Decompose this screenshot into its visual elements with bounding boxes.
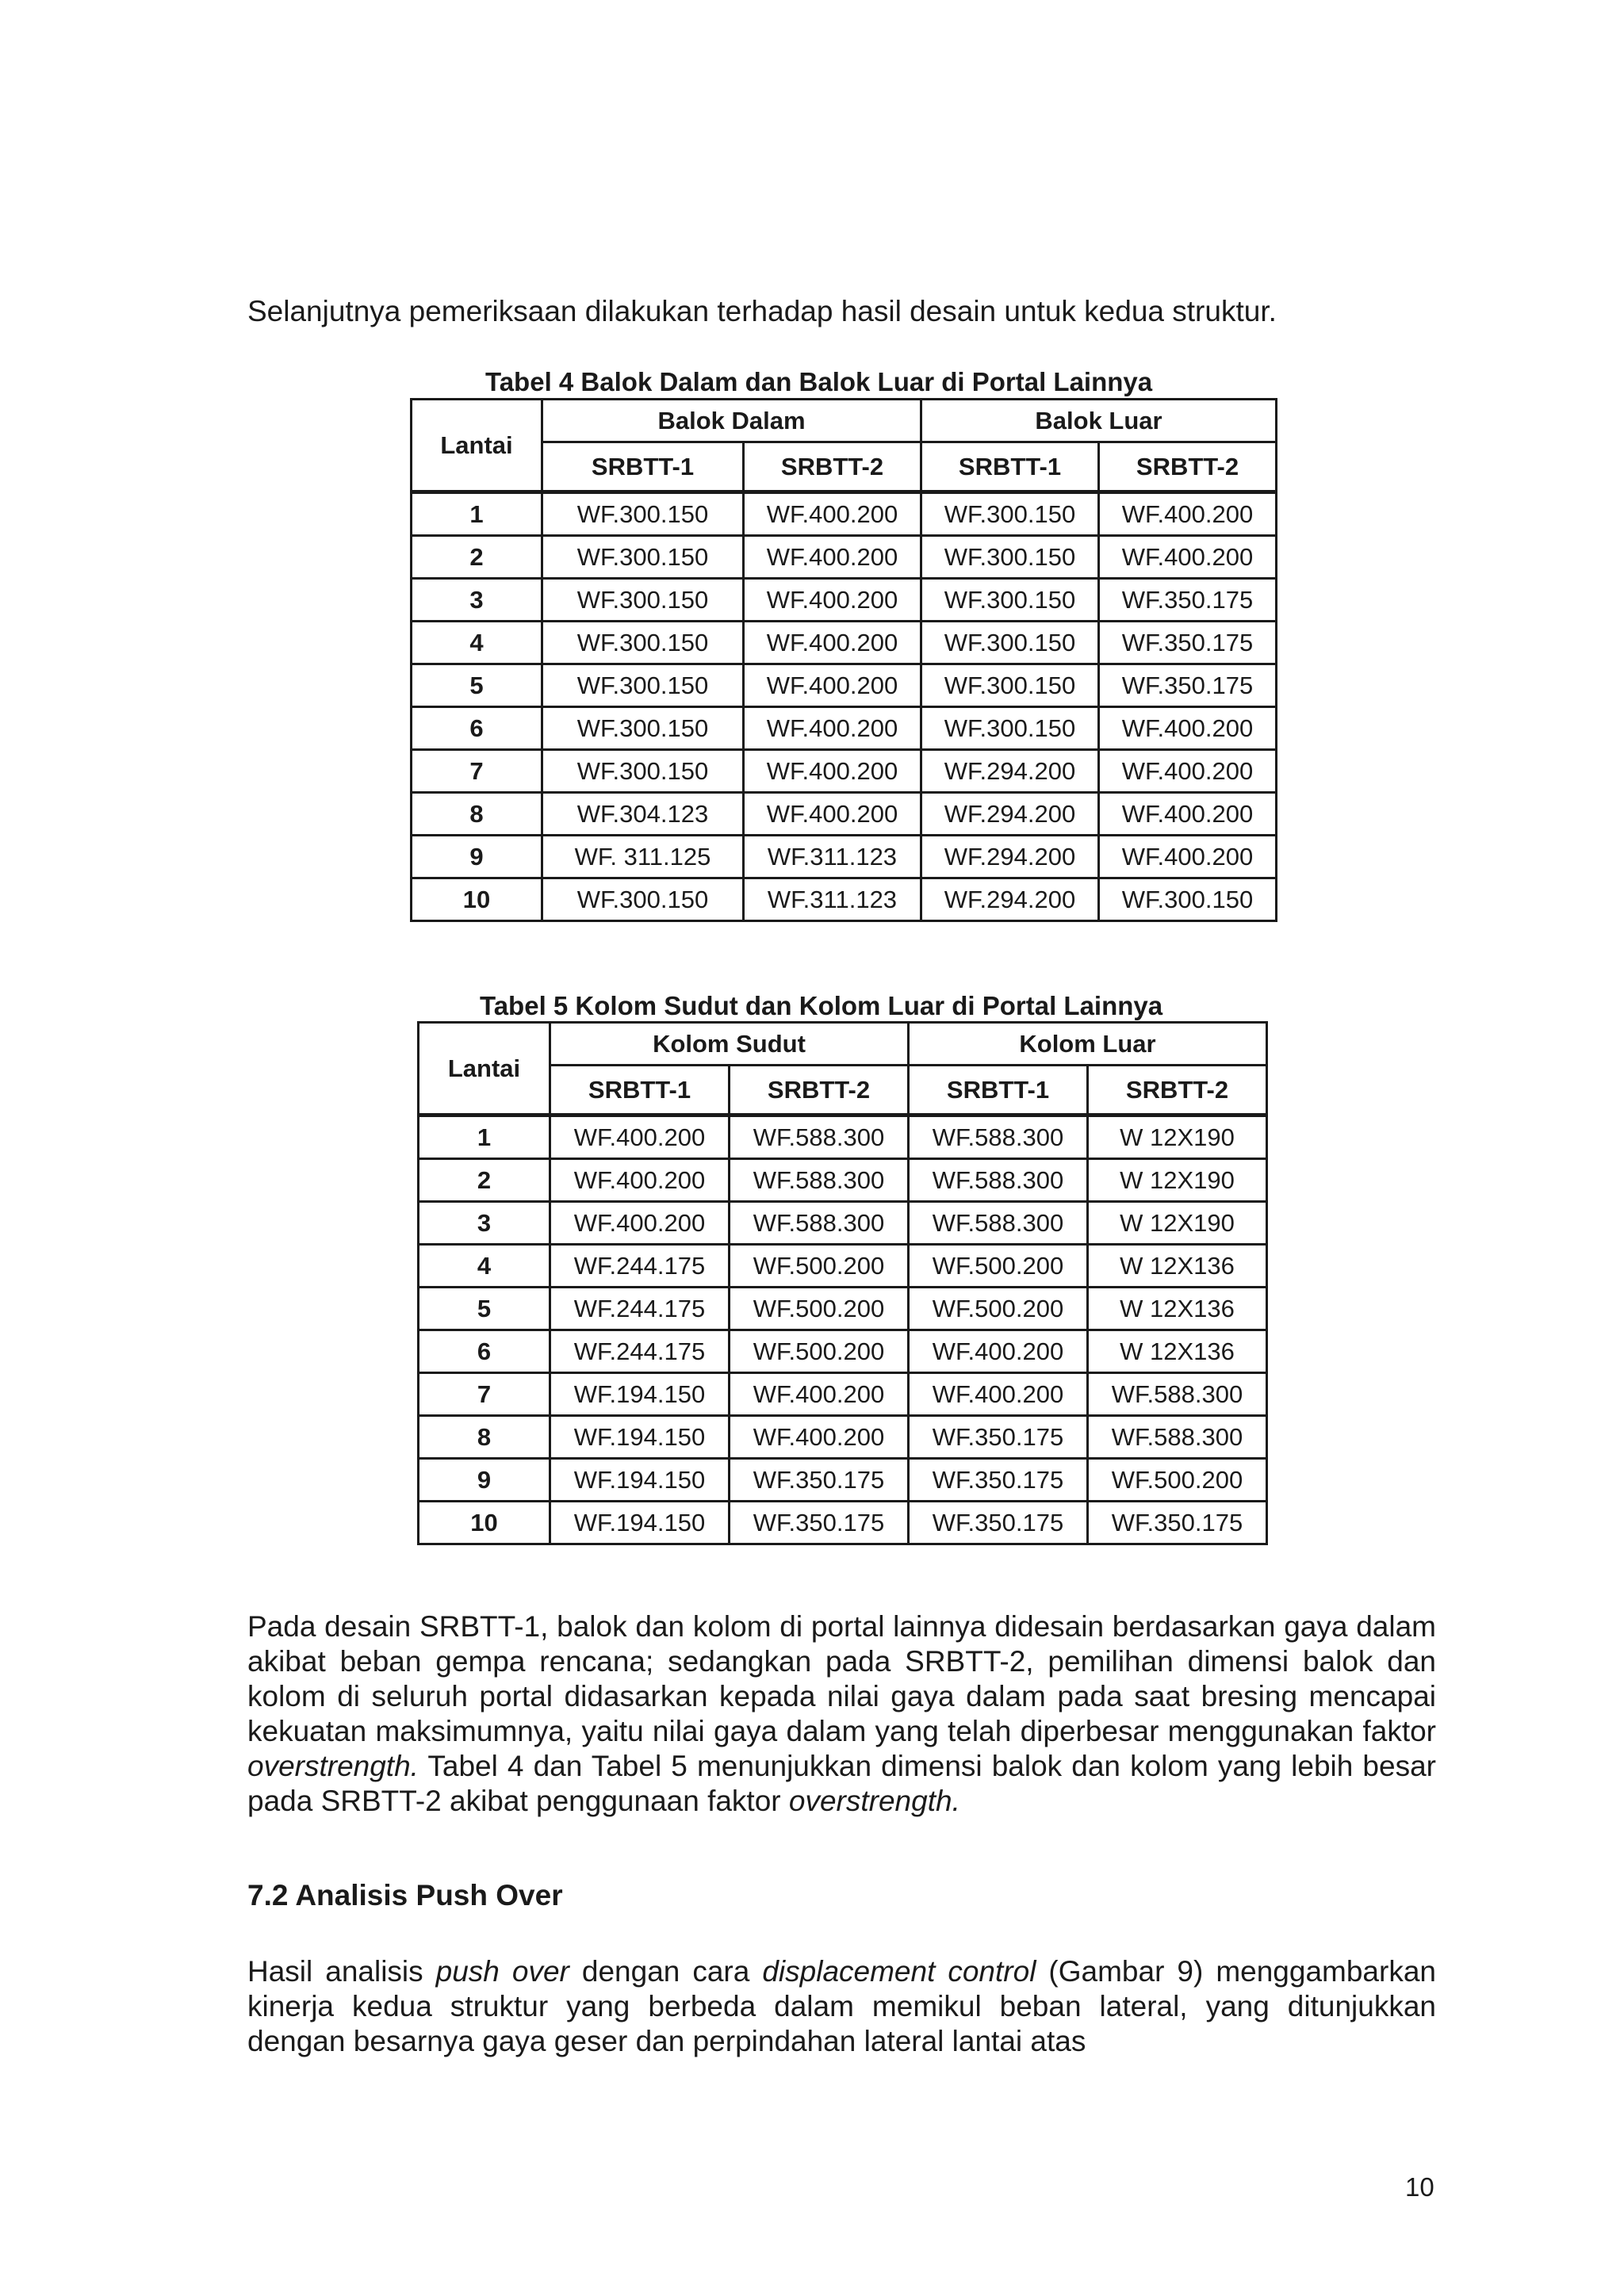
section-profile-cell: W 12X136 (1088, 1330, 1267, 1373)
table4 (410, 398, 1277, 922)
table4-header-lantai: Lantai (412, 400, 542, 492)
section-profile-cell: WF.350.175 (909, 1459, 1088, 1502)
section-profile-cell: WF.300.150 (542, 622, 744, 664)
section-profile-cell: WF.294.200 (921, 878, 1099, 921)
section-profile-cell: W 12X190 (1088, 1115, 1267, 1159)
section-profile-cell: WF.400.200 (744, 492, 921, 536)
section-profile-cell: WF.311.123 (744, 836, 921, 878)
floor-number-cell: 7 (419, 1373, 550, 1416)
section-profile-cell: WF.400.200 (909, 1373, 1088, 1416)
table-row (419, 1245, 1267, 1288)
section-profile-cell: WF.350.175 (909, 1502, 1088, 1544)
section-profile-cell: WF.300.150 (542, 536, 744, 579)
section-profile-cell: WF.588.300 (730, 1159, 909, 1202)
section-profile-cell: WF.400.200 (550, 1115, 730, 1159)
section-profile-cell: WF.350.175 (1099, 579, 1277, 622)
floor-number-cell: 9 (419, 1459, 550, 1502)
table-row (419, 1159, 1267, 1202)
floor-number-cell: 8 (412, 793, 542, 836)
table-row (412, 836, 1277, 878)
section-profile-cell: WF.400.200 (1099, 836, 1277, 878)
paragraph-design-discussion (247, 1609, 1436, 1819)
table-row (412, 707, 1277, 750)
section-profile-cell: WF.400.200 (744, 793, 921, 836)
table5-subheader: SRBTT-1 (909, 1066, 1088, 1115)
section-heading: 7.2 Analisis Push Over (247, 1879, 563, 1911)
floor-number-cell: 9 (412, 836, 542, 878)
floor-number-cell: 5 (412, 664, 542, 707)
table4-subheader: SRBTT-2 (744, 442, 921, 492)
section-profile-cell: WF.400.200 (744, 536, 921, 579)
section-profile-cell: WF.588.300 (730, 1202, 909, 1245)
section-profile-cell: WF.300.150 (542, 878, 744, 921)
table5-header-lantai: Lantai (419, 1023, 550, 1115)
table-row (419, 1202, 1267, 1245)
table4-header-balok-dalam: Balok Dalam (542, 400, 921, 442)
section-profile-cell: WF.350.175 (1099, 664, 1277, 707)
section-profile-cell: W 12X190 (1088, 1202, 1267, 1245)
section-profile-cell: WF.300.150 (921, 492, 1099, 536)
table5-subheader: SRBTT-1 (550, 1066, 730, 1115)
table-row (419, 1416, 1267, 1459)
table4-header-balok-luar: Balok Luar (921, 400, 1277, 442)
table5-caption: Tabel 5 Kolom Sudut dan Kolom Luar di Portal Lainnya (480, 991, 1163, 1020)
table-row (412, 492, 1277, 536)
floor-number-cell: 7 (412, 750, 542, 793)
section-profile-cell: WF.588.300 (1088, 1416, 1267, 1459)
section-profile-cell: WF.194.150 (550, 1502, 730, 1544)
section-profile-cell: WF.588.300 (730, 1115, 909, 1159)
table5-subheader: SRBTT-2 (1088, 1066, 1267, 1115)
table4-body (412, 492, 1277, 921)
section-profile-cell: WF.400.200 (909, 1330, 1088, 1373)
floor-number-cell: 3 (412, 579, 542, 622)
floor-number-cell: 1 (419, 1115, 550, 1159)
floor-number-cell: 4 (419, 1245, 550, 1288)
section-profile-cell: WF.300.150 (542, 750, 744, 793)
table-row (419, 1459, 1267, 1502)
table-row (419, 1330, 1267, 1373)
section-profile-cell: WF.300.150 (542, 579, 744, 622)
section-profile-cell: WF.350.175 (909, 1416, 1088, 1459)
section-profile-cell: WF.300.150 (921, 707, 1099, 750)
floor-number-cell: 3 (419, 1202, 550, 1245)
table5-header-kolom-sudut: Kolom Sudut (550, 1023, 909, 1066)
table-row (412, 622, 1277, 664)
table5-subheader: SRBTT-2 (730, 1066, 909, 1115)
section-profile-cell: WF.400.200 (744, 707, 921, 750)
section-profile-cell: WF.500.200 (730, 1330, 909, 1373)
table4-subheader: SRBTT-1 (921, 442, 1099, 492)
table-row (412, 664, 1277, 707)
section-profile-cell: WF.500.200 (730, 1288, 909, 1330)
floor-number-cell: 8 (419, 1416, 550, 1459)
table5 (417, 1021, 1268, 1545)
paragraph-pushover (247, 1954, 1436, 2059)
section-profile-cell: WF.500.200 (730, 1245, 909, 1288)
section-profile-cell: WF.400.200 (744, 750, 921, 793)
section-profile-cell: WF.400.200 (1099, 536, 1277, 579)
section-profile-cell: WF.500.200 (1088, 1459, 1267, 1502)
section-profile-cell: WF.350.175 (1088, 1502, 1267, 1544)
para2-text: (Gambar 9) menggambarkan kinerja kedua struktur yang berbeda dalam memikul beban lateral, yang ditunjukkan dengan besarnya gaya geser dan perpindahan lateral lantai atas (247, 1955, 1436, 2057)
section-profile-cell: WF.300.150 (542, 492, 744, 536)
floor-number-cell: 1 (412, 492, 542, 536)
section-profile-cell: WF.350.175 (1099, 622, 1277, 664)
section-profile-cell: WF.588.300 (909, 1159, 1088, 1202)
para2-text: Hasil analisis (247, 1955, 436, 1988)
table-row (412, 793, 1277, 836)
table-row (412, 536, 1277, 579)
section-profile-cell: WF.300.150 (1099, 878, 1277, 921)
section-profile-cell: W 12X136 (1088, 1245, 1267, 1288)
section-profile-cell: WF.194.150 (550, 1373, 730, 1416)
section-profile-cell: WF.300.150 (921, 622, 1099, 664)
section-profile-cell: WF.300.150 (921, 536, 1099, 579)
para1-text: Tabel 4 dan Tabel 5 menunjukkan dimensi balok dan kolom yang lebih besar pada SRBTT-2 akibat penggunaan faktor (247, 1750, 1436, 1817)
section-profile-cell: WF.400.200 (730, 1373, 909, 1416)
floor-number-cell: 6 (419, 1330, 550, 1373)
para2-italic-term: push over (435, 1955, 569, 1988)
table4-subheader: SRBTT-2 (1099, 442, 1277, 492)
floor-number-cell: 6 (412, 707, 542, 750)
section-profile-cell: WF.294.200 (921, 750, 1099, 793)
section-profile-cell: WF.500.200 (909, 1245, 1088, 1288)
table5-header-kolom-luar: Kolom Luar (909, 1023, 1267, 1066)
para1-text: Pada desain SRBTT-1, balok dan kolom di portal lainnya didesain berdasarkan gaya dalam akibat beban gempa rencana; sedangkan pada SRBTT-2, pemilihan dimensi balok dan kolom di seluruh portal didasarkan kepada nilai gaya dalam pada saat bresing mencapai kekuatan maksimumnya, yaitu nilai gaya dalam yang telah diperbesar menggunakan faktor (247, 1610, 1436, 1747)
section-profile-cell: WF.400.200 (550, 1159, 730, 1202)
section-profile-cell: WF.244.175 (550, 1330, 730, 1373)
section-profile-cell: WF.244.175 (550, 1288, 730, 1330)
table5-body (419, 1115, 1267, 1544)
section-profile-cell: WF.300.150 (921, 579, 1099, 622)
para2-text: dengan cara (569, 1955, 763, 1988)
section-profile-cell: W 12X190 (1088, 1159, 1267, 1202)
para1-italic-term: overstrength. (247, 1750, 419, 1782)
intro-text: Selanjutnya pemeriksaan dilakukan terhadap hasil desain untuk kedua struktur. (247, 295, 1277, 327)
section-profile-cell: WF.400.200 (744, 622, 921, 664)
table-row (412, 579, 1277, 622)
floor-number-cell: 2 (419, 1159, 550, 1202)
table-row (419, 1373, 1267, 1416)
section-profile-cell: WF.300.150 (542, 707, 744, 750)
table-row (412, 878, 1277, 921)
section-profile-cell: WF.400.200 (730, 1416, 909, 1459)
section-profile-cell: WF.300.150 (542, 664, 744, 707)
table4-caption: Tabel 4 Balok Dalam dan Balok Luar di Portal Lainnya (485, 367, 1153, 396)
table-row (419, 1115, 1267, 1159)
section-profile-cell: WF.588.300 (909, 1115, 1088, 1159)
section-profile-cell: WF.304.123 (542, 793, 744, 836)
floor-number-cell: 5 (419, 1288, 550, 1330)
section-profile-cell: WF.400.200 (550, 1202, 730, 1245)
para2-italic-term: displacement control (762, 1955, 1036, 1988)
section-profile-cell: WF.400.200 (744, 664, 921, 707)
floor-number-cell: 2 (412, 536, 542, 579)
section-profile-cell: WF.194.150 (550, 1416, 730, 1459)
floor-number-cell: 10 (419, 1502, 550, 1544)
section-profile-cell: WF.300.150 (921, 664, 1099, 707)
para1-italic-term: overstrength. (788, 1785, 960, 1817)
section-profile-cell: WF.244.175 (550, 1245, 730, 1288)
section-profile-cell: WF.588.300 (1088, 1373, 1267, 1416)
section-profile-cell: WF.350.175 (730, 1502, 909, 1544)
section-profile-cell: WF.400.200 (1099, 707, 1277, 750)
section-profile-cell: WF.400.200 (1099, 793, 1277, 836)
section-profile-cell: WF.588.300 (909, 1202, 1088, 1245)
section-profile-cell: WF.294.200 (921, 793, 1099, 836)
section-profile-cell: WF.400.200 (744, 579, 921, 622)
floor-number-cell: 10 (412, 878, 542, 921)
section-profile-cell: WF.500.200 (909, 1288, 1088, 1330)
floor-number-cell: 4 (412, 622, 542, 664)
table-row (419, 1502, 1267, 1544)
page-number: 10 (1405, 2172, 1434, 2202)
section-profile-cell: WF.400.200 (1099, 750, 1277, 793)
section-profile-cell: W 12X136 (1088, 1288, 1267, 1330)
section-profile-cell: WF. 311.125 (542, 836, 744, 878)
section-profile-cell: WF.350.175 (730, 1459, 909, 1502)
section-profile-cell: WF.194.150 (550, 1459, 730, 1502)
section-profile-cell: WF.400.200 (1099, 492, 1277, 536)
table4-subheader: SRBTT-1 (542, 442, 744, 492)
section-profile-cell: WF.294.200 (921, 836, 1099, 878)
section-profile-cell: WF.311.123 (744, 878, 921, 921)
table-row (412, 750, 1277, 793)
table-row (419, 1288, 1267, 1330)
